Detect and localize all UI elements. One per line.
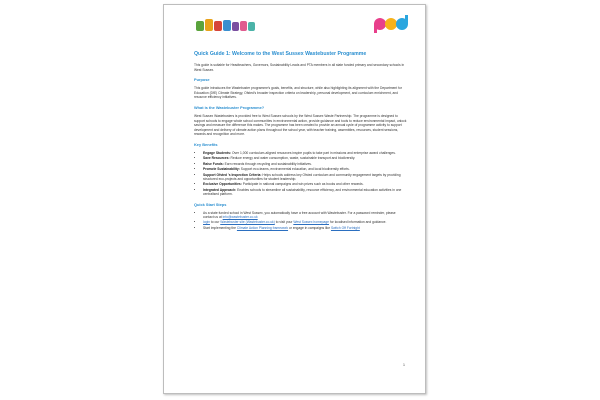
benefit-text: Helps schools address key Ofsted curriculum and community engagement targets by providing structured eco-projects and opportunities for student leadership. <box>203 172 401 181</box>
benefit-text: Enables schools to streamline all sustainability, resource efficiency, and environmental education activities in one centralised platform. <box>203 187 402 197</box>
benefit-label: Save Resources: <box>203 156 230 161</box>
benefit-label: Raise Funds: <box>203 161 224 166</box>
step-text: for localised information and guidance. <box>329 220 387 225</box>
what-is-heading: What is the Wastebuster Programme? <box>194 104 265 110</box>
key-benefits-heading: Key Benefits <box>194 141 218 147</box>
benefit-text: Earn rewards through recycling and sustainability initiatives. <box>224 161 312 166</box>
benefit-item <box>203 162 407 166</box>
step-item <box>203 226 407 230</box>
document-body <box>194 51 407 233</box>
benefit-item <box>203 156 407 160</box>
login-link[interactable]: login <box>203 220 210 225</box>
document-title: Quick Guide 1: Welcome to the West Sussex Wastebuster Programme <box>194 51 367 57</box>
benefit-text: Over 1,000 curriculum-aligned resources inspire pupils to take part in missions and enterprise award challenges. <box>231 150 396 155</box>
benefit-text: Participate in national campaigns and win prizes such as books and other rewards. <box>242 182 364 187</box>
benefit-label: Support Ofsted 's Inspection Criteria: <box>203 172 262 177</box>
benefit-label: Promote Sustainability: <box>203 167 240 172</box>
wastebuster-logo <box>196 17 256 35</box>
step-text: Start implementing the <box>203 225 236 230</box>
benefit-item <box>203 173 407 182</box>
step-text: or engage in campaigns like <box>288 225 331 230</box>
wastebuster-site-link[interactable]: Wastebuster site (Wastebuster.co.uk) <box>220 220 275 225</box>
purpose-paragraph: This guide introduces the Wastebuster programme's goals, benefits, and structure, while also highlighting its alignment with the Department for Education (DfE) Climate Strategy, Ofsted's broader inspection criteria on leadership, personal development, and curriculum enrichment, and resource efficiency initiatives. <box>194 86 402 100</box>
ped-logo <box>373 13 409 35</box>
benefit-item <box>203 151 407 155</box>
switch-off-fortnight-link[interactable]: Switch Off Fortnight <box>330 225 360 230</box>
benefit-label: Exclusive Opportunities: <box>203 182 242 187</box>
page-number: 1 <box>403 363 405 367</box>
what-is-paragraph: West Sussex Wastebusters is provided free to West Sussex schools by the West Sussex Waste Partnership. The programme is designed to support schools to engage whole school communities in environmental action, provide guidance and tools to reduce environmental impact, unlock savings and measure the difference this makes. The programme has been created to provide an annual cycle of programme activity to support development and delivery of climate action plans throughout the school year, with teacher training, assemblies, resources, student sessions, rewards and recognition and more. <box>194 113 407 137</box>
step-item <box>203 211 407 220</box>
purpose-heading: Purpose <box>194 77 210 83</box>
benefit-label: Engage Students: <box>203 150 232 155</box>
document-page <box>163 4 426 394</box>
step-text: As a state funded school in West Sussex, you automatically have a free account with Wastebuster. For a password reminder, please contact us at <box>203 210 396 219</box>
benefit-item <box>203 182 407 186</box>
step-text: to visit your <box>275 220 293 225</box>
benefit-text: Reduce energy and water consumption, waste, sustainable transport and biodiversity. <box>230 156 356 161</box>
email-link[interactable]: info@wastebuster.co.uk <box>222 215 258 219</box>
intro-paragraph: This guide is suitable for Headteachers, Governors, Sustainability Leads and PTA members in all state funded primary and secondary schools in West Sussex. <box>194 63 405 72</box>
benefit-label: Integrated Approach: <box>203 187 237 192</box>
key-benefits-list <box>194 151 407 197</box>
climate-action-framework-link[interactable]: Climate Action Planning framework <box>236 225 289 230</box>
benefit-item <box>203 167 407 171</box>
quick-start-heading: Quick Start Steps <box>194 201 227 207</box>
step-item <box>203 220 407 224</box>
benefit-text: Support eco-teams, environmental education, and local biodiversity efforts. <box>240 167 350 172</box>
quick-start-list <box>194 211 407 231</box>
benefit-item <box>203 188 407 197</box>
west-sussex-homepage-link[interactable]: West Sussex homepage <box>293 220 330 225</box>
step-text: to our <box>210 220 220 225</box>
